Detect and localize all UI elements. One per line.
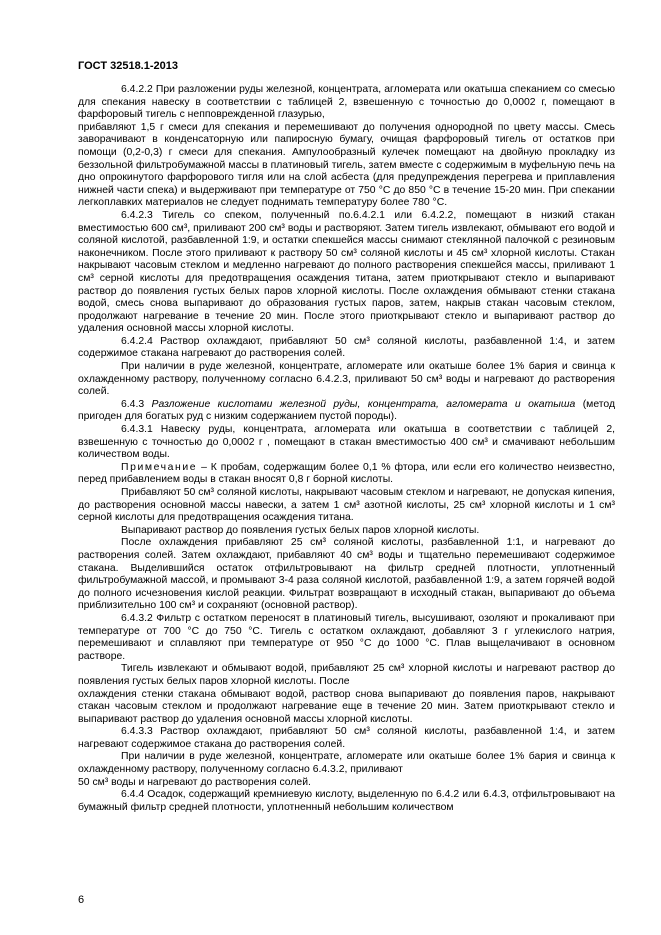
paragraph-crucible-removal: Тигель извлекают и обмывают водой, прибавляют 25 см³ хлорной кислоты и нагревают раствор до появления густых белых паров хлорной кислоты. После <box>78 663 615 687</box>
paragraph-barium-lead-2-cont: 50 см³ воды и нагревают до растворения солей. <box>78 776 311 788</box>
paragraph-6-4-3-1: 6.4.3.1 Навеску руды, концентрата, агломерата или окатыша в соответствии с таблицей 2, взвешенную с точностью до 0,0002 г , помещают в стакан вместимостью 400 см³ и смачивают небольшим количеством воды. <box>78 424 615 461</box>
section-title: Разложение кислотами железной руды, концентрата, агломерата и окатыша <box>151 398 576 410</box>
note-label: Примечание <box>121 461 198 473</box>
paragraph-hydrochloric-addition: Прибавляют 50 см³ соляной кислоты, накрывают часовым стеклом и нагревают, не допуская кипения, до растворения основной массы навески, а затем 1 см³ азотной кислоты, 25 см³ хлорной кислоты и 1 см³ серной кислоты для предотвращения осаждения титана. <box>78 487 615 524</box>
page-number: 6 <box>78 894 85 906</box>
paragraph-evaporation: Выпаривают раствор до появления густых белых паров хлорной кислоты. <box>121 524 480 536</box>
note <box>78 462 615 487</box>
paragraph-6-4-4: 6.4.4 Осадок, содержащий кремниевую кислоту, выделенную по 6.4.2 или 6.4.3, отфильтровывают на бумажный фильтр средней плотности, уплотненный небольшим количеством <box>78 789 615 813</box>
paragraph-barium-lead-1: При наличии в руде железной, концентрате, агломерате или окатыше более 1% бария и свинца к охлажденному раствору, полученному согласно 6.4.2.3, приливают 50 см³ воды и нагревают до растворения солей. <box>78 361 615 398</box>
note-text: – К пробам, содержащим более 0,1 % фтора, или если его количество неизвестно, перед прибавлением воды в стакан вносят 0,8 г борной кислоты. <box>78 461 615 486</box>
paragraph-6-4-2-2: 6.4.2.2 При разложении руды железной, концентрата, агломерата или окатыша спеканием со смесью для спекания навеску в соответствии с таблицей 2, взвешенную с точностью до 0,0002 г, помещают в фарфоровый тигель с непповрежденной глазурью, <box>78 84 615 121</box>
paragraph-after-cooling: После охлаждения прибавляют 25 см³ соляной кислоты, разбавленной 1:1, и нагревают до растворения солей. Затем охлаждают, прибавляют 40 см³ воды и тщательно перемешивают содержимое стакана. Выделившийся остаток отфильтровывают на фильтр средней плотности, уплотненный фильтробумажной массой, и промывают 3-4 раза соляной кислотой, разбавленной 1:9, а затем горячей водой до полного исчезновения кислой реакции. Фильтрат возвращают в исходный стакан, выпаривают до объема приблизительно 100 см³ и сохраняют (основной раствор). <box>78 537 615 612</box>
paragraph-barium-lead-2: При наличии в руде железной, концентрате, агломерате или окатыше более 1% бария и свинца к охлажденному раствору, полученному согласно 6.4.3.2, приливают <box>78 751 615 776</box>
section-number: 6.4.3 <box>121 398 145 410</box>
paragraph-6-4-2-2-cont: прибавляют 1,5 г смеси для спекания и перемешивают до получения однородной по цвету массы. Смесь заворачивают в конденсаторную или папиросную бумагу, очищая фарфоровый тигель от остатков при помощи (0,2-0,3) г смеси для спекания. Ампулообразный кулечек помещают на двойную прокладку из беззольной фильтробумажной массы в платиновый тигель, затем вместе с содержимым в муфельную печь на дно опрокинутого фарфорового тигля или на слой асбеста (для предупреждения перегрева и приплавления нижней части спека) и выдерживают при температуре от 750 °С до 850 °С в течение 15-20 мин. При спекании легкоплавких материалов не следует поднимать температуру более 780 °С. <box>78 121 615 209</box>
paragraph-6-4-3-2: 6.4.3.2 Фильтр с остатком переносят в платиновый тигель, высушивают, озоляют и прокаливают при температуре от 700 °С до 750 °С. Тигель с остатком охлаждают, добавляют 3 г углекислого натрия, перемешивают и сплавляют при температуре от 950 °С до 1000 °С. Плав выщелачивают в основном растворе. <box>78 612 615 662</box>
section-remark: (метод пригоден для богатых руд с низким содержанием пустой породы). <box>78 398 616 423</box>
paragraph-6-4-2-4: 6.4.2.4 Раствор охлаждают, прибавляют 50 см³ соляной кислоты, разбавленной 1:4, и затем содержимое стакана нагревают до растворения солей. <box>78 335 615 360</box>
paragraph-crucible-removal-cont: охлаждения стенки стакана обмывают водой, раствор снова выпаривают до появления паров, накрывают стакан часовым стеклом и продолжают нагревание еще в течение 20 мин. Затем приоткрывают стекло и выпаривают раствор до удаления основной массы хлорной кислоты. <box>78 688 615 725</box>
document-header: ГОСТ 32518.1-2013 <box>78 60 178 72</box>
paragraph-6-4-3 <box>78 399 615 424</box>
paragraph-6-4-2-3: 6.4.2.3 Тигель со спеком, полученный по.6.4.2.1 или 6.4.2.2, помещают в низкий стакан вместимостью 600 см³, приливают 200 см³ воды и растворяют. Затем тигель извлекают, обмывают его водой и соляной кислотой, разбавленной 1:9, и остатки спекшейся массы снимают стеклянной палочкой с резиновым наконечником. После этого приливают к раствору 50 см³ соляной кислоты и 45 см³ хлорной кислоты. Стакан накрывают часовым стеклом и медленно нагревают до полного растворения спекшейся массы, приливают 1 см³ серной кислоты для предотвращения осаждения титана, затем приоткрывают стекло и выпаривают раствор до появления густых белых паров хлорной кислоты. После охлаждения обмывают стенки стакана водой, смесь снова выпаривают до образования густых паров, затем, накрыв стакан часовым стеклом, продолжают нагревание в течение 20 мин. После этого приоткрывают стекло и выпаривают раствор до удаления основной массы хлорной кислоты. <box>78 209 615 335</box>
document-body <box>78 84 615 814</box>
paragraph-6-4-3-3: 6.4.3.3 Раствор охлаждают, прибавляют 50 см³ соляной кислоты, разбавленной 1:4, и затем нагревают содержимое стакана до растворения солей. <box>78 726 615 750</box>
